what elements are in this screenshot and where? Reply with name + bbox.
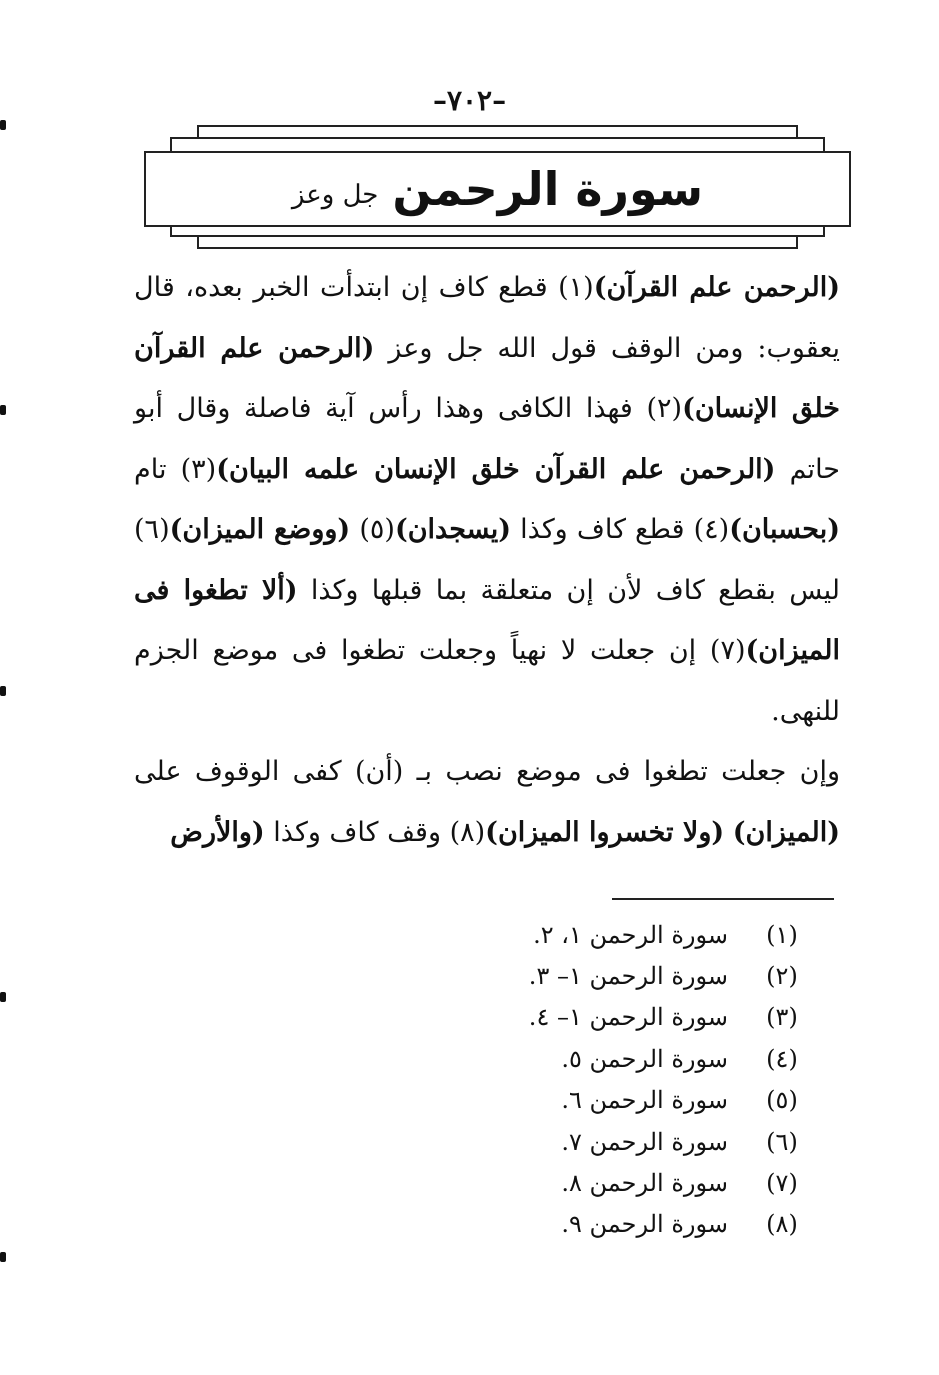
page-number: –٧٠٢– <box>432 84 507 117</box>
footnote-item <box>460 914 836 955</box>
quran-quote: (والأرض <box>170 816 265 848</box>
scan-mark <box>0 405 6 415</box>
footnote-number: (١) <box>766 920 798 949</box>
quran-quote: (بحسبان) <box>729 514 840 545</box>
scan-mark <box>0 120 6 130</box>
commentary-text: (٨) وقف كاف وكذا <box>264 816 486 848</box>
footnote-text: سورة الرحمن ٦. <box>561 1086 728 1115</box>
footnote-separator <box>612 898 834 900</box>
quran-quote: (الرحمن علم القرآن) <box>593 272 840 303</box>
footnote-text: سورة الرحمن ١– ٣. <box>528 962 728 991</box>
quran-quote: (ولا تخسروا الميزان) <box>485 816 725 848</box>
footnote-text: سورة الرحمن ٩. <box>561 1210 728 1239</box>
surah-title-honorific: جل وعز <box>291 180 379 210</box>
footnote-number: (٢) <box>766 962 798 991</box>
commentary-text: وإن جعلت تطغوا فى موضع نصب بـ (أن) كفى الوقوف على <box>134 756 840 787</box>
footnote-number: (٦) <box>766 1127 798 1156</box>
quran-quote: (الرحمن علم القرآن خلق الإنسان علمه البيان) <box>216 453 776 485</box>
paragraph-2 <box>134 742 840 863</box>
footnote-item <box>460 1038 836 1079</box>
footnote-number: (٨) <box>766 1210 798 1239</box>
commentary-text <box>724 817 733 848</box>
commentary-text: (٣) تام <box>134 453 217 485</box>
footnote-item <box>460 1121 836 1162</box>
footnote-text: سورة الرحمن ١، ٢. <box>533 920 728 949</box>
commentary-text: (٤) قطع كاف وكذا <box>511 514 730 545</box>
surah-title: سورة الرحمن <box>392 162 704 216</box>
quran-quote: (ألا تطغوا فى الميزان) <box>134 574 840 666</box>
footnote-number: (٣) <box>766 1003 798 1032</box>
footnote-item <box>460 1080 836 1121</box>
scan-mark <box>0 686 6 696</box>
footnote-text: سورة الرحمن ١– ٤. <box>528 1003 728 1032</box>
footnote-item <box>460 1204 836 1245</box>
scan-mark <box>0 992 6 1002</box>
commentary-text: (١) قطع كاف إن ابتدأت الخبر بعده، قال يعقوب: ومن الوقف قول الله جل وعز <box>134 272 841 364</box>
paragraph-1 <box>134 258 840 742</box>
footnote-text: سورة الرحمن ٧. <box>561 1127 728 1156</box>
footnote-number: (٥) <box>766 1086 798 1115</box>
surah-title-box <box>144 151 851 227</box>
commentary-text: (٧) إن جعلت لا نهياً وجعلت تطغوا فى موضع الجزم للنهى. <box>134 635 840 727</box>
body-text <box>134 258 840 863</box>
commentary-text: (٦) ليس بقطع كاف لأن إن متعلقة بما قبلها وكذا <box>134 514 840 606</box>
footnote-text: سورة الرحمن ٥. <box>561 1044 728 1073</box>
commentary-text: (٥) <box>350 514 395 545</box>
footnote-item <box>460 1162 836 1203</box>
footnote-number: (٧) <box>766 1169 798 1198</box>
footnote-text: سورة الرحمن ٨. <box>561 1169 728 1198</box>
quran-quote: (يسجدان) <box>394 514 512 545</box>
footnotes <box>460 914 836 1245</box>
scan-mark <box>0 1252 6 1262</box>
footnote-item <box>460 997 836 1038</box>
footnote-number: (٤) <box>766 1044 798 1073</box>
commentary-text: (٢) فهذا الكافى وهذا رأس آية فاصلة وقال أبو حاتم <box>134 393 840 485</box>
quran-quote: (ووضع الميزان) <box>169 514 351 545</box>
footnote-item <box>460 955 836 996</box>
quran-quote: (الميزان) <box>732 816 840 848</box>
quran-quote: (الرحمن علم القرآن خلق الإنسان) <box>134 332 840 424</box>
